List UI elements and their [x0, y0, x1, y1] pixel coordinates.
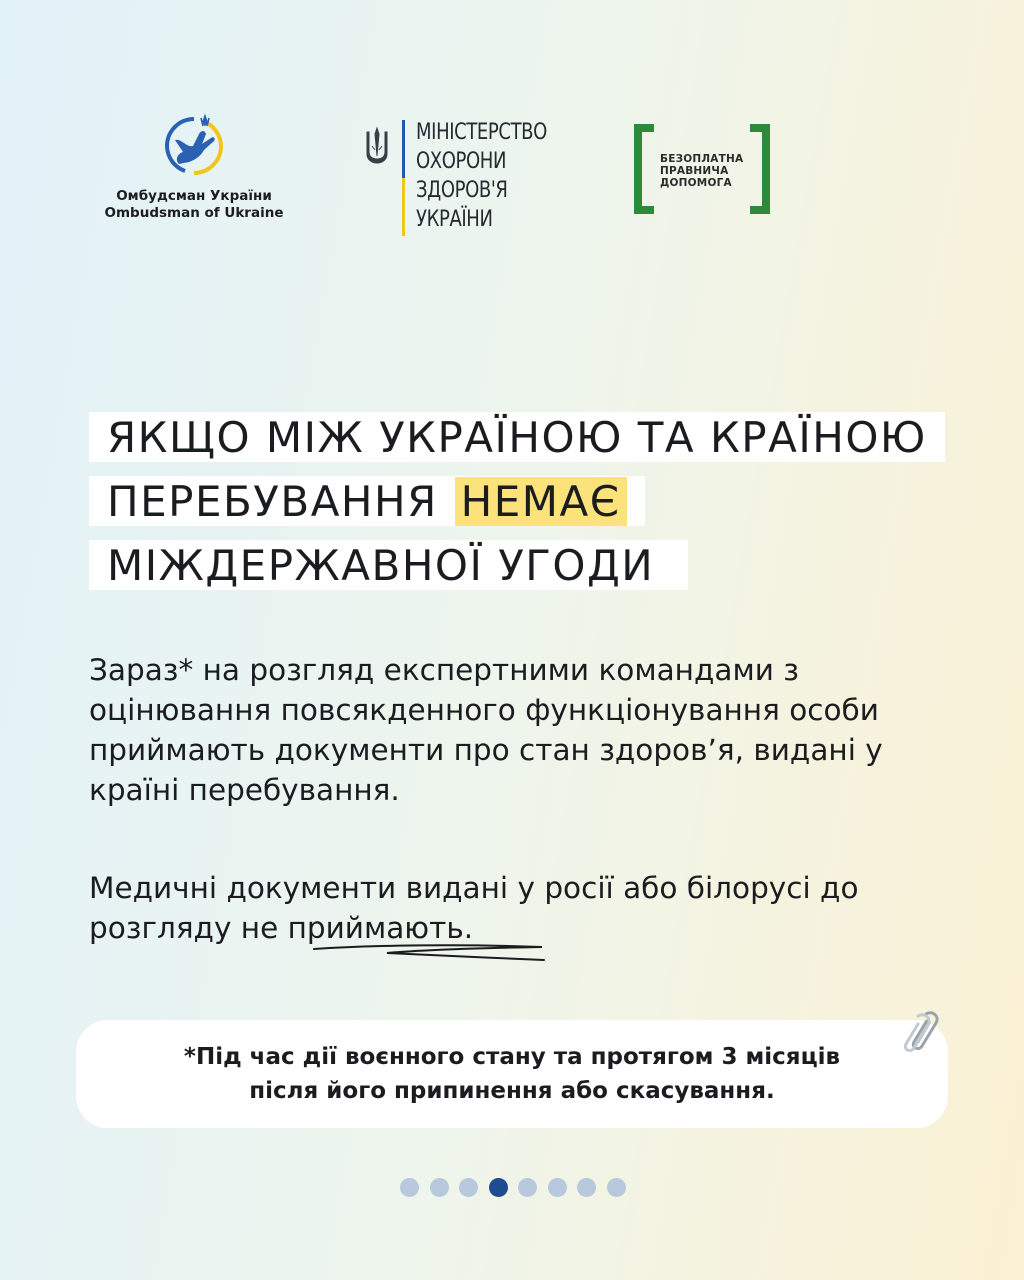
ministry-of-health-logo — [364, 118, 564, 238]
pagination-dot-active[interactable] — [489, 1178, 508, 1197]
pagination-dot[interactable] — [577, 1178, 596, 1197]
ministry-name: МІНІСТЕРСТВО ОХОРОНИ ЗДОРОВ'Я УКРАЇНИ — [416, 120, 547, 232]
heading-highlight: НЕМАЄ — [455, 477, 627, 526]
ombudsman-name-en: Ombudsman of Ukraine — [104, 205, 284, 221]
ombudsman-logo — [102, 108, 286, 222]
heading-line-3: МІЖДЕРЖАВНОЇ УГОДИ — [89, 540, 688, 590]
emphasis-text: не приймають. — [240, 911, 474, 945]
pagination-dot[interactable] — [548, 1178, 567, 1197]
heading-line-1: ЯКЩО МІЖ УКРАЇНОЮ ТА КРАЇНОЮ — [89, 412, 945, 462]
page-heading — [89, 412, 945, 604]
pagination-dot[interactable] — [400, 1178, 419, 1197]
footnote-card — [76, 1020, 948, 1128]
hand-drawn-underline-icon — [312, 942, 548, 964]
ministry-blue-bar — [402, 120, 405, 178]
partner-logos — [0, 108, 1024, 238]
trident-icon — [364, 126, 390, 166]
footnote-text: *Під час дії воєнного стану та протягом 3 місяців після його припинення або скасування. — [183, 1044, 841, 1104]
pagination-dot[interactable] — [607, 1178, 626, 1197]
pagination-dot[interactable] — [459, 1178, 478, 1197]
legal-aid-name: БЕЗОПЛАТНА ПРАВНИЧА ДОПОМОГА — [660, 153, 744, 189]
left-bracket-icon — [634, 124, 654, 214]
ministry-yellow-bar — [402, 178, 405, 236]
body-paragraph-1: Зараз* на розгляд експертними командами з оцінювання повсякденного функціонування особи приймають документи про стан здоров’я, видані у країні перебування. — [89, 653, 883, 807]
heading-line-2: ПЕРЕБУВАННЯ НЕМАЄ — [89, 476, 645, 526]
ombudsman-emblem-icon — [155, 108, 233, 188]
pagination-dot[interactable] — [518, 1178, 537, 1197]
paperclip-icon — [896, 1008, 944, 1056]
pagination-dot[interactable] — [430, 1178, 449, 1197]
ombudsman-name-ua: Омбудсман України — [116, 188, 272, 204]
right-bracket-icon — [750, 124, 770, 214]
free-legal-aid-logo — [634, 124, 770, 214]
body-paragraph-2: Медичні документи видані у росії або білорусі до розгляду не приймають. — [89, 871, 859, 945]
